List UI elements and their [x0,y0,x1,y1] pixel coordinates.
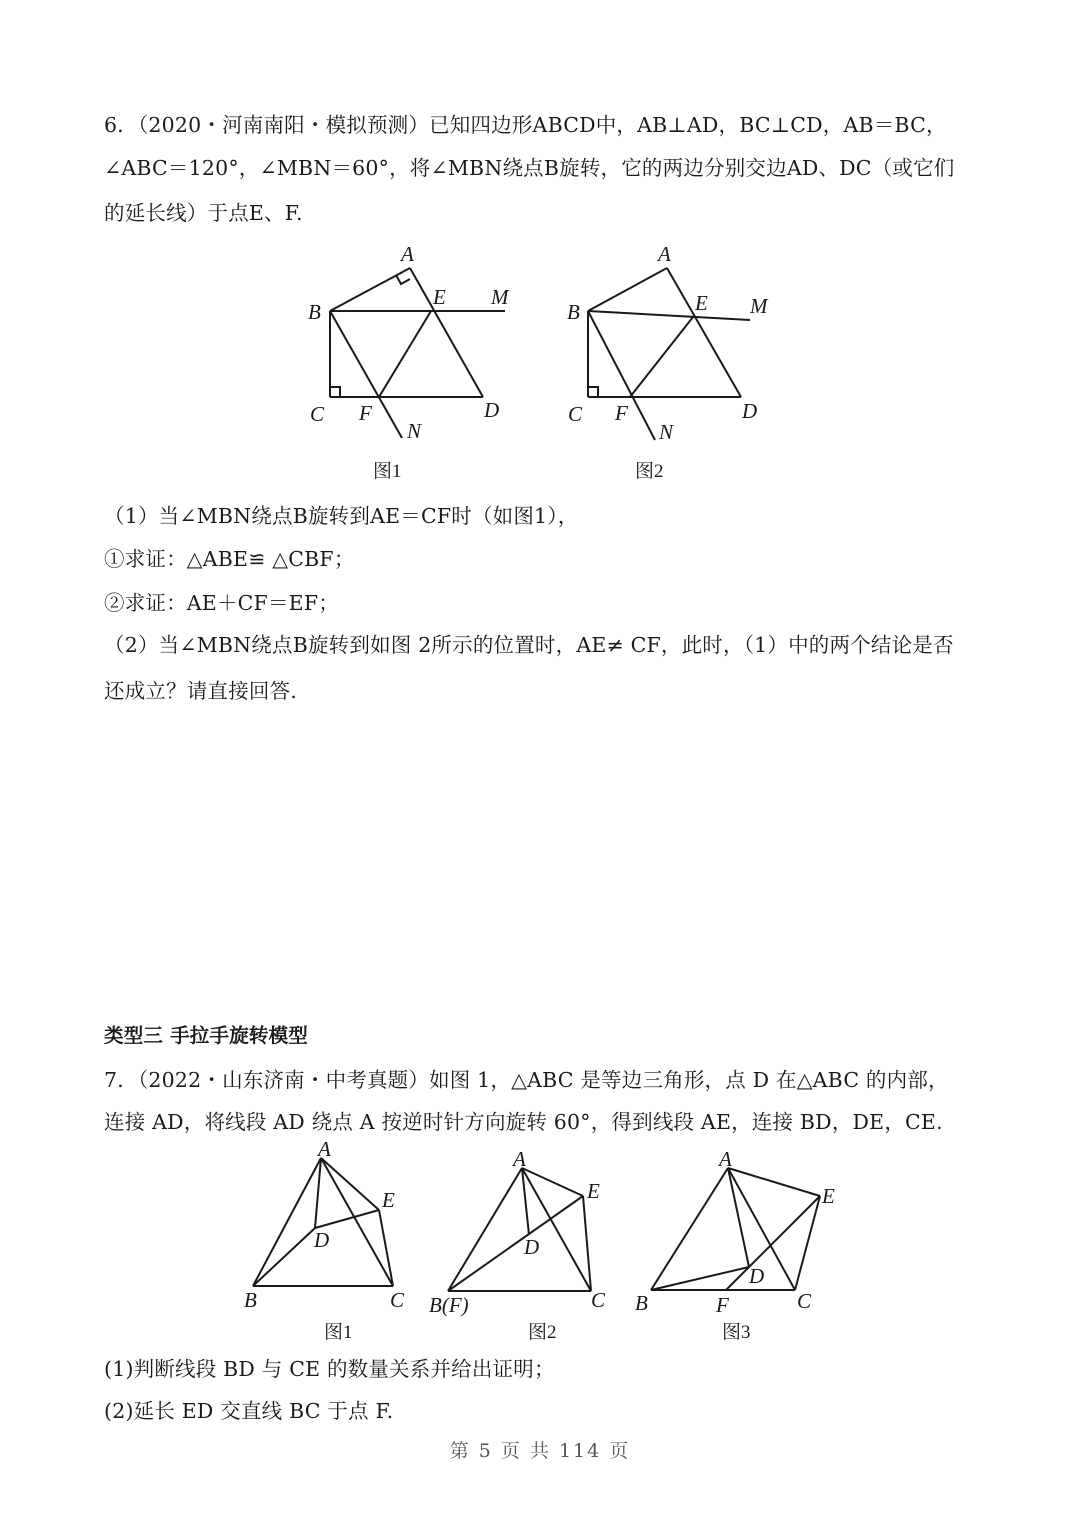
point-label-a: A [401,242,414,266]
segment-ab [330,268,410,311]
problem6-question-2-cont: 还成立？请直接回答. [104,679,298,703]
point-label-a: A [513,1147,526,1171]
point-label-b: B [308,300,321,324]
segment-bd-extended [448,1196,583,1291]
segment-bd [651,1267,749,1290]
point-label-m: M [750,294,768,318]
point-label-d: D [484,398,500,422]
segment-bd [253,1228,315,1286]
point-label-c: C [568,402,583,426]
point-label-m: M [491,285,509,309]
point-label-d: D [749,1264,765,1288]
point-label-a: A [719,1147,732,1171]
point-label-n: N [659,420,674,444]
point-label-c: C [591,1288,606,1312]
segment-ab [253,1158,321,1286]
problem6-question-1-part-2: ②求证：AE＋CF＝EF； [104,591,339,615]
point-label-f: F [359,401,372,425]
problem6-question-2: （2）当∠MBN绕点B旋转到如图 2所示的位置时，AE≠ CF，此时，（1）中的两个结论是否 [104,633,954,657]
segment-ab [651,1168,728,1290]
segment-ad [410,268,483,397]
segment-de [315,1210,379,1228]
problem7-line-2: 连接 AD，将线段 AD 绕点 A 按逆时针方向旋转 60°，得到线段 AE，连接 BD，DE，CE. [104,1110,943,1134]
point-label-b: B [567,300,580,324]
figure-caption: 图2 [635,461,664,482]
problem7-figure-2 [425,1140,615,1345]
figure-caption: 图1 [324,1322,353,1343]
point-label-d: D [524,1235,540,1259]
problem6-line-1: 6．（2020・河南南阳・模拟预测）已知四边形ABCD中，AB⊥AD，BC⊥CD，AB＝BC， [104,113,947,137]
problem6-question-1-part-1: ①求证：△ABE≌ △CBF； [104,547,355,571]
problem6-line-2: ∠ABC＝120°，∠MBN＝60°，将∠MBN绕点B旋转，它的两边分别交边AD、DC（或它们 [104,156,955,180]
point-label-d: D [742,399,758,423]
problem7-line-1: 7．（2022・山东济南・中考真题）如图 1，△ABC 是等边三角形，点 D 在△ABC 的内部， [104,1068,949,1092]
ray-bm [588,311,750,320]
problem7-figure-1 [240,1137,420,1345]
figure-caption: 图1 [373,461,402,482]
section-heading: 类型三 手拉手旋转模型 [104,1024,308,1047]
segment-ae [321,1158,379,1210]
problem7-question-1: (1)判断线段 BD 与 CE 的数量关系并给出证明； [104,1357,555,1381]
segment-ae [522,1168,583,1196]
segment-ab [588,268,667,311]
segment-ab [448,1168,522,1291]
point-label-b-f: B(F) [429,1293,469,1317]
figure-caption: 图2 [528,1322,557,1343]
figure-caption: 图3 [722,1322,751,1343]
segment-ac [522,1168,591,1291]
point-label-e: E [382,1188,395,1212]
right-angle-mark-c [330,387,340,397]
problem6-question-1: （1）当∠MBN绕点B旋转到AE＝CF时（如图1）， [104,504,579,528]
segment-ad [728,1168,749,1267]
point-label-c: C [310,402,325,426]
point-label-e: E [587,1179,600,1203]
right-angle-mark-a [396,275,410,284]
problem6-figure-1 [300,240,540,490]
point-label-a: A [658,242,671,266]
segment-ce [583,1196,591,1291]
segment-ad [667,268,741,397]
point-label-e: E [433,285,446,309]
segment-ef [726,1196,820,1290]
problem7-question-2: (2)延长 ED 交直线 BC 于点 F. [104,1399,394,1423]
point-label-f: F [615,401,628,425]
right-angle-mark-c [588,387,598,397]
point-label-b: B [244,1288,257,1312]
point-label-e: E [695,291,708,315]
page-footer: 第 5 页 共 114 页 [449,1440,631,1462]
point-label-d: D [314,1228,330,1252]
point-label-c: C [390,1288,405,1312]
segment-ce [795,1196,820,1290]
problem6-figure-2 [560,240,800,490]
point-label-f: F [716,1293,729,1317]
problem7-figure-3 [625,1140,840,1345]
point-label-c: C [797,1289,812,1313]
segment-ef [379,311,431,397]
point-label-n: N [407,419,422,443]
problem6-line-3: 的延长线）于点E、F. [104,201,303,225]
point-label-a: A [318,1137,331,1161]
segment-ef [630,317,693,397]
point-label-e: E [822,1184,835,1208]
point-label-b: B [635,1291,648,1315]
